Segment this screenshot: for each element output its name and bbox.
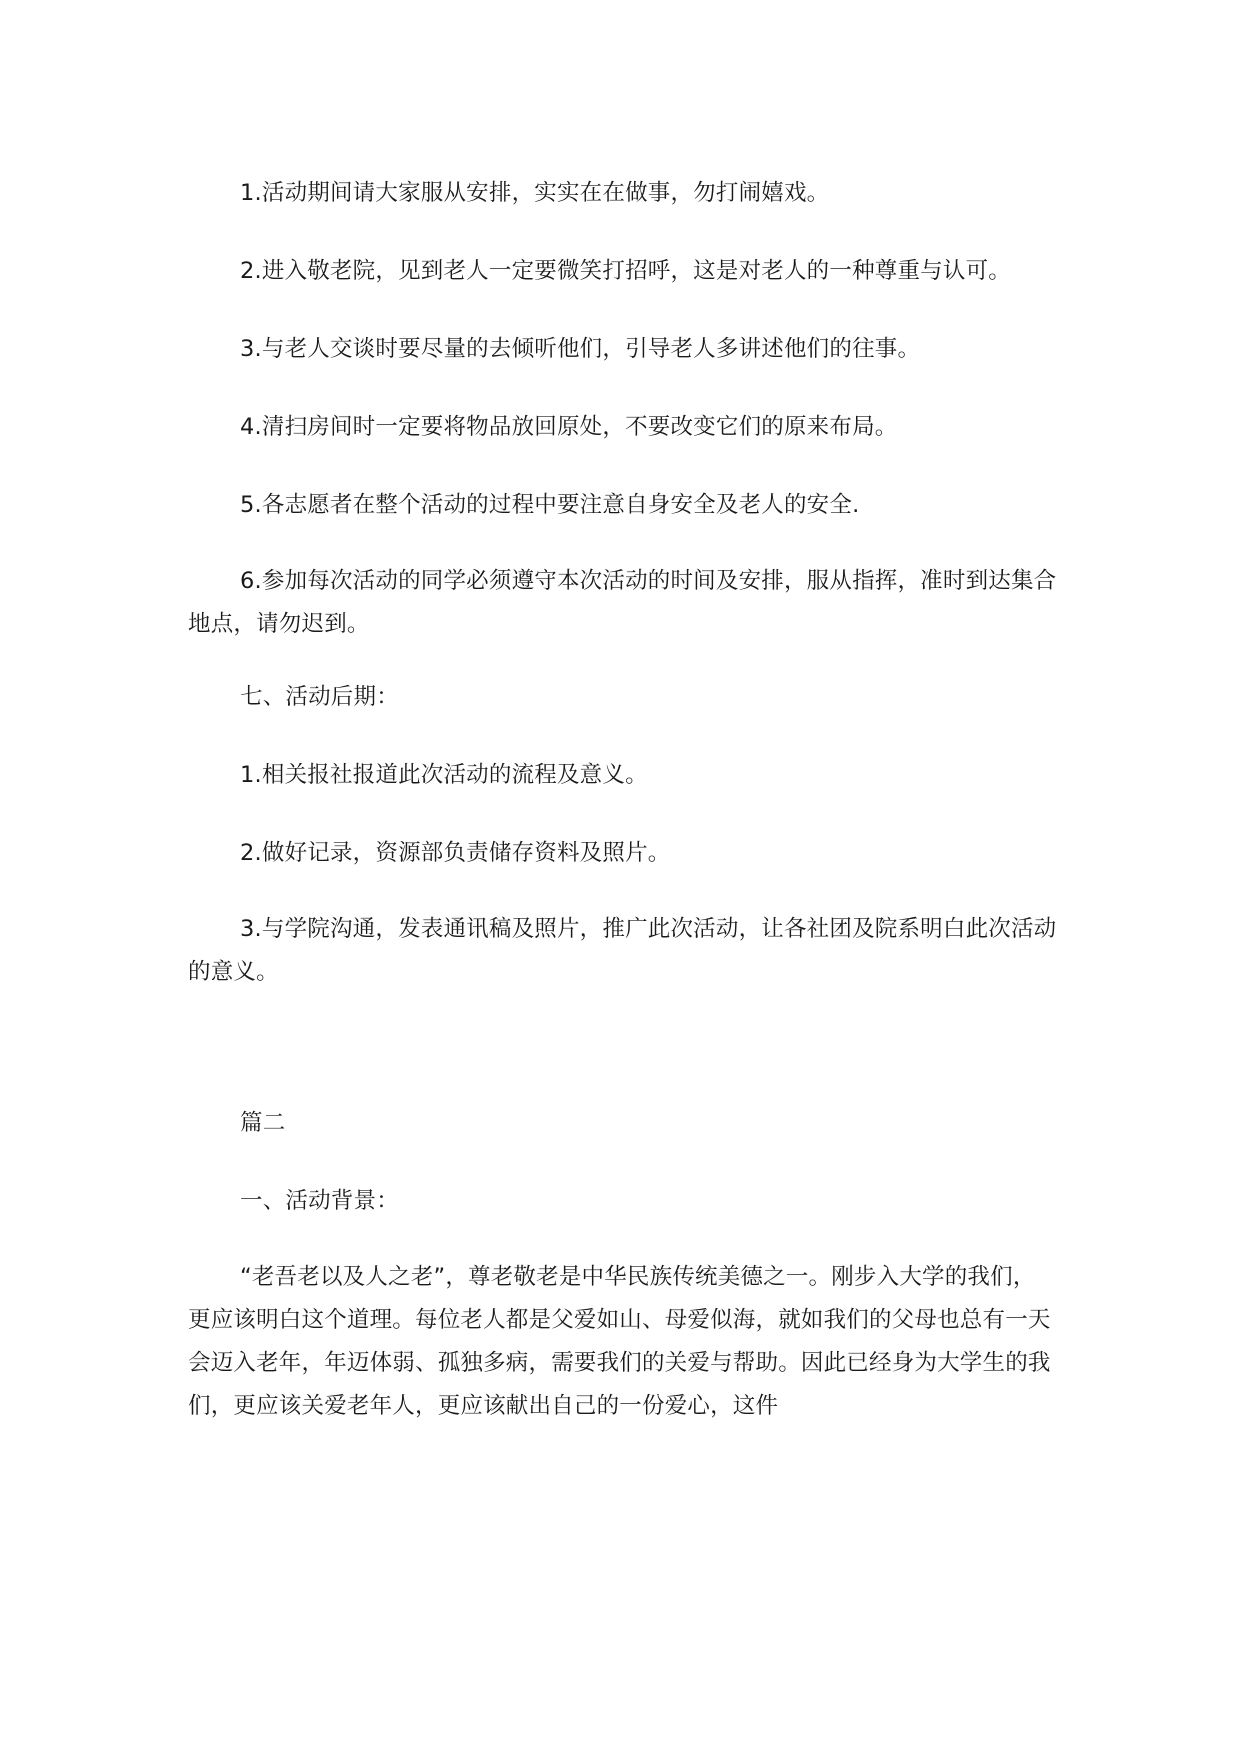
section-heading-post-activity: 七、活动后期： xyxy=(240,684,399,710)
paragraph-post-3: 3.与学院沟通，发表通讯稿及照片，推广此次活动，让各社团及院系明白此次活动的意义。 xyxy=(188,916,1057,985)
paragraph-rule-2: 2.进入敬老院，见到老人一定要微笑打招呼，这是对老人的一种尊重与认可。 xyxy=(240,258,1011,284)
paragraph-post-2: 2.做好记录，资源部负责储存资料及照片。 xyxy=(240,840,671,866)
paragraph-background: “老吾老以及人之老”，尊老敬老是中华民族传统美德之一。刚步入大学的我们，更应该明白这个道理。每位老人都是父爱如山、母爱似海，就如我们的父母也总有一天会迈入老年，年迈体弱、孤独多病，需要我们的关爱与帮助。因此已经身为大学生的我们，更应该关爱老年人，更应该献出自己的一份爱心，这件 xyxy=(188,1264,1051,1419)
paragraph-rule-3: 3.与老人交谈时要尽量的去倾听他们，引导老人多讲述他们的往事。 xyxy=(240,336,921,362)
section-heading-background: 一、活动背景： xyxy=(240,1188,399,1214)
paragraph-rule-5: 5.各志愿者在整个活动的过程中要注意自身安全及老人的安全. xyxy=(240,492,860,518)
chapter-heading: 篇二 xyxy=(240,1110,286,1136)
paragraph-rule-4: 4.清扫房间时一定要将物品放回原处，不要改变它们的原来布局。 xyxy=(240,414,898,440)
paragraph-post-1: 1.相关报社报道此次活动的流程及意义。 xyxy=(240,762,648,788)
paragraph-rule-1: 1.活动期间请大家服从安排，实实在在做事，勿打闹嬉戏。 xyxy=(240,180,830,206)
paragraph-rule-6: 6.参加每次活动的同学必须遵守本次活动的时间及安排，服从指挥，准时到达集合地点，请勿迟到。 xyxy=(188,568,1057,637)
